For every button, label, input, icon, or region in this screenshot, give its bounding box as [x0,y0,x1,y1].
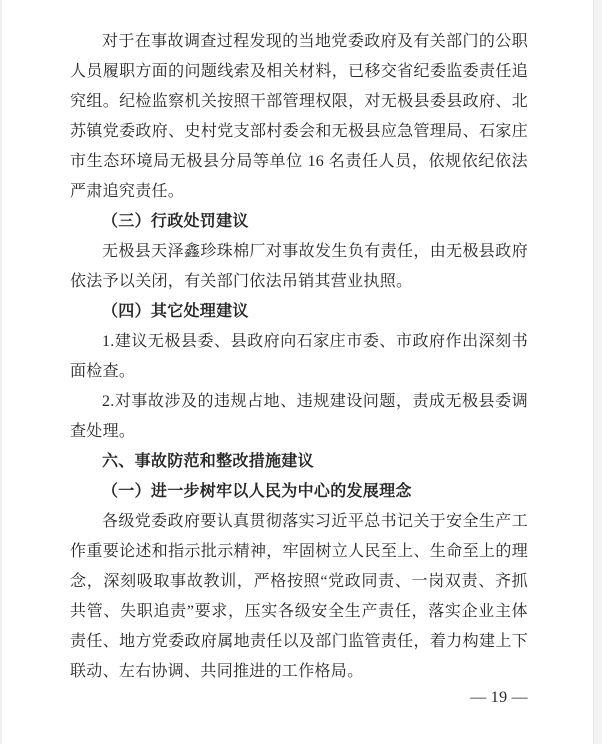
chapter-heading-prevention-measures: 六、事故防范和整改措施建议 [102,453,314,470]
section-heading-other-handling: （四）其它处理建议 [102,303,249,320]
body-paragraph-item-2-land-violation: 2.对事故涉及的违规占地、违规建设问题，责成无极县委调查处理。 [70,393,528,440]
body-paragraph-implementation-requirements: 各级党委政府要认真贯彻落实习近平总书记关于安全生产工作重要论述和指示批示精神，牢固树立人民至上、生命至上的理念，深刻吸取事故教训，严格按照“党政同责、一岗双责、齐抓共管、失职追责”要求，压实各级安全生产责任，落实企业主体责任、地方党委政府属地责任以及部门监管责任，着力构建上下联动、左右协调、共同推进的工作格局。 [70,513,528,680]
scan-edge-artifact-right [593,0,602,744]
scan-edge-artifact-left [0,0,2,744]
section-heading-administrative-penalty: （三）行政处罚建议 [102,213,249,230]
body-paragraph-item-1-written-review: 1.建议无极县委、县政府向石家庄市委、市政府作出深刻书面检查。 [70,333,528,380]
body-paragraph-accountability-referral: 对于在事故调查过程发现的当地党委政府及有关部门的公职人员履职方面的问题线索及相关材料，已移交省纪委监委责任追究组。纪检监察机关按照干部管理权限，对无极县委县政府、北苏镇党委政府、史村党支部村委会和无极县应急管理局、石家庄市生态环境局无极县分局等单位 16 名责任人员，依规依纪依法严肃追究责任。 [70,33,528,200]
section-heading-people-centered-concept: （一）进一步树牢以人民为中心的发展理念 [102,483,412,500]
document-body [70,27,528,713]
page-number: — 19 — [470,689,528,706]
body-paragraph-factory-closure: 无极县天泽鑫珍珠棉厂对事故发生负有责任，由无极县政府依法予以关闭，有关部门依法吊销其营业执照。 [70,243,528,290]
